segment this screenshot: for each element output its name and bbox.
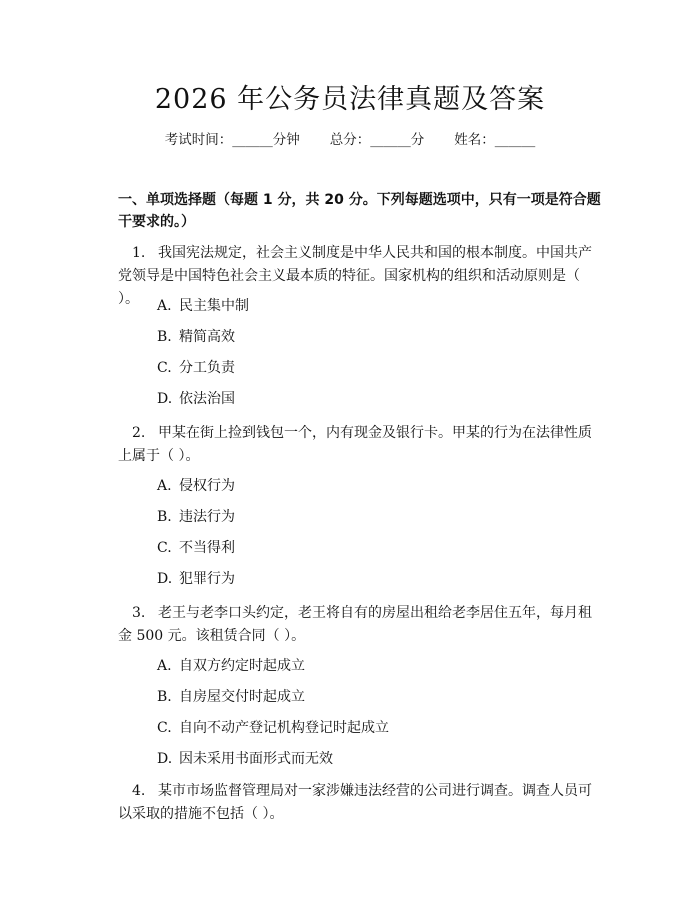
document-title: 2026 年公务员法律真题及答案 bbox=[154, 84, 546, 115]
question-text: 老王与老李口头约定，老王将自有的房屋出租给老李居住五年，每月租金 500 元。该租赁合同（ ）。 bbox=[118, 605, 592, 644]
option-letter: D. bbox=[157, 391, 173, 407]
exam-time-field: 考试时间：______分钟 bbox=[164, 132, 300, 148]
question-number: 2. bbox=[132, 425, 146, 441]
option-letter: B. bbox=[157, 689, 172, 705]
question-number: 4. bbox=[132, 783, 146, 799]
question-3-option-c bbox=[157, 718, 389, 738]
option-text: 自双方约定时起成立 bbox=[179, 658, 305, 674]
question-2-option-b bbox=[157, 507, 235, 527]
question-2-option-d bbox=[157, 569, 235, 589]
option-letter: A. bbox=[157, 298, 172, 314]
question-text: 我国宪法规定，社会主义制度是中华人民共和国的根本制度。中国共产党领导是中国特色社会主义最本质的特征。国家机构的组织和活动原则是（ ）。 bbox=[118, 245, 592, 307]
question-4 bbox=[118, 780, 596, 826]
question-number: 3. bbox=[132, 605, 146, 621]
question-3 bbox=[118, 602, 596, 648]
option-letter: C. bbox=[157, 540, 172, 556]
option-letter: B. bbox=[157, 329, 172, 345]
option-letter: C. bbox=[157, 720, 172, 736]
option-text: 不当得利 bbox=[179, 540, 235, 556]
question-2-option-a bbox=[157, 476, 235, 496]
option-text: 依法治国 bbox=[179, 391, 235, 407]
question-1-option-c bbox=[157, 358, 235, 378]
question-number: 1. bbox=[132, 245, 146, 261]
total-score-field: 总分：______分 bbox=[329, 132, 425, 148]
option-text: 违法行为 bbox=[179, 509, 235, 525]
name-field: 姓名：______ bbox=[454, 132, 536, 148]
section-heading: 一、单项选择题（每题 1 分，共 20 分。下列每题选项中，只有一项是符合题干要求的。） bbox=[118, 192, 601, 230]
question-3-option-d bbox=[157, 749, 333, 769]
question-1-option-b bbox=[157, 327, 235, 347]
question-1-option-d bbox=[157, 389, 235, 409]
question-2-option-c bbox=[157, 538, 235, 558]
question-text: 甲某在街上捡到钱包一个，内有现金及银行卡。甲某的行为在法律性质上属于（ ）。 bbox=[118, 425, 592, 464]
option-text: 自房屋交付时起成立 bbox=[179, 689, 305, 705]
option-text: 犯罪行为 bbox=[179, 571, 235, 587]
option-text: 自向不动产登记机构登记时起成立 bbox=[179, 720, 389, 736]
option-text: 因未采用书面形式而无效 bbox=[179, 751, 333, 767]
option-text: 侵权行为 bbox=[179, 478, 235, 494]
question-text: 某市市场监督管理局对一家涉嫌违法经营的公司进行调查。调查人员可以采取的措施不包括（ ）。 bbox=[118, 783, 592, 822]
exam-meta-line bbox=[0, 130, 700, 150]
option-letter: D. bbox=[157, 571, 173, 587]
question-3-option-a bbox=[157, 656, 305, 676]
question-3-option-b bbox=[157, 687, 305, 707]
option-letter: A. bbox=[157, 478, 172, 494]
option-letter: D. bbox=[157, 751, 173, 767]
option-letter: A. bbox=[157, 658, 172, 674]
option-letter: C. bbox=[157, 360, 172, 376]
question-1-option-a bbox=[157, 296, 249, 316]
option-text: 民主集中制 bbox=[179, 298, 249, 314]
option-text: 精简高效 bbox=[179, 329, 235, 345]
option-letter: B. bbox=[157, 509, 172, 525]
option-text: 分工负责 bbox=[179, 360, 235, 376]
question-2 bbox=[118, 422, 596, 468]
